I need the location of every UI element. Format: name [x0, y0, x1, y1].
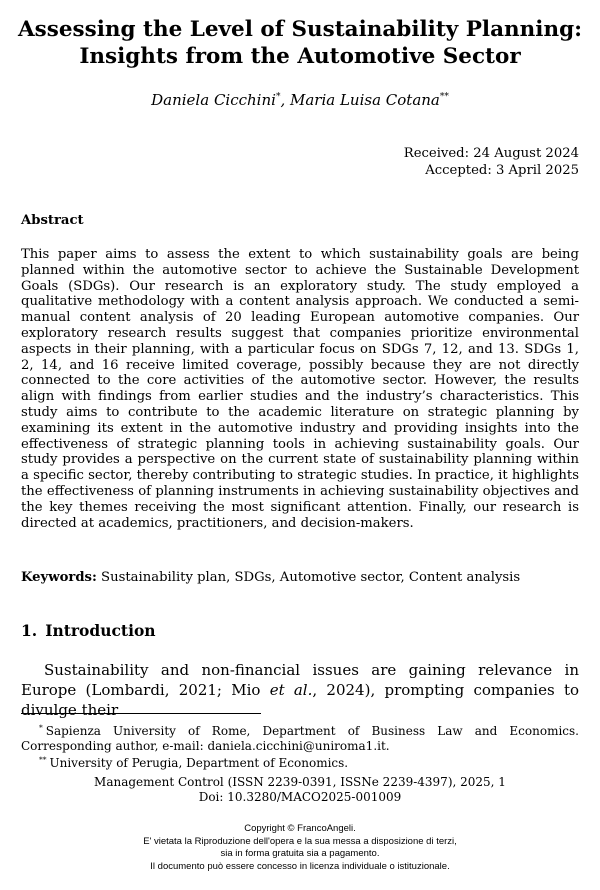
- abstract-text: This paper aims to assess the extent to which sustainability goals are being planned within the automotive sector to achieve the Sustainable Development Goals (SDGs). Our research is an exploratory study. The study employed a qualitative methodology with a content analysis approach. We conducted a semi-manual content analysis of 20 leading European automotive companies. Our exploratory research results suggest that companies prioritize environmental aspects in their planning, with a particular focus on SDGs 7, 12, and 13. SDGs 1, 2, 14, and 16 receive limited coverage, possibly because they are not directly connected to the core activities of the automotive sector. However, the results align with findings from earlier studies and the industry’s characteristics. This study aims to contribute to the academic literature on strategic planning by examining its extent in the automotive industry and providing insights into the effectiveness of strategic planning tools in achieving sustainability goals. Our study provides a perspective on the current state of sustainability planning within a specific sector, thereby contributing to strategic studies. In practice, it highlights the effectiveness of planning instruments in achieving sustainability objectives and the key themes receiving the most significant attention. Finally, our research is directed at academics, practitioners, and decision-makers.: [21, 247, 579, 531]
- paper-title: [0, 16, 600, 70]
- author-separator: ,: [280, 91, 290, 109]
- footnote-1: [21, 720, 579, 754]
- intro-text-part-1: Sustainability and non-financial issues are gaining relevance in Europe (Lombardi, 2021; Mio: [21, 661, 579, 699]
- copyright-notice: [0, 823, 600, 873]
- intro-et-al: et al.: [269, 681, 313, 699]
- journal-info: [0, 775, 600, 805]
- section-heading-introduction: [21, 621, 156, 640]
- footnote-divider: [21, 713, 261, 714]
- author-name-2: Maria Luisa Cotana: [289, 91, 440, 109]
- copyright-line-4: Il documento può essere concesso in licenza individuale o istituzionale.: [150, 860, 450, 872]
- copyright-line-1: Copyright © FrancoAngeli.: [244, 823, 356, 834]
- paper-title-line-2: Insights from the Automotive Sector: [79, 44, 521, 69]
- intro-text-part-2: , 2024), prompting companies to divulge their: [21, 681, 579, 719]
- footnote-1-text: Sapienza University of Rome, Department of Business Law and Economics. Corresponding author, e-mail: daniela.cicchini@uniroma1.it.: [21, 724, 579, 753]
- paper-title-line-1: Assessing the Level of Sustainability Planning:: [17, 17, 583, 42]
- section-title: Introduction: [45, 621, 156, 640]
- accepted-date: Accepted: 3 April 2025: [425, 163, 579, 178]
- footnote-1-mark: *: [39, 723, 43, 732]
- journal-doi: Doi: 10.3280/MACO2025-001009: [198, 790, 402, 804]
- journal-citation: Management Control (ISSN 2239-0391, ISSNe 2239-4397), 2025, 1: [94, 775, 506, 789]
- author-name-1: Daniela Cicchini: [151, 91, 276, 109]
- footnote-2-text: University of Perugia, Department of Economics.: [49, 756, 349, 770]
- author-1-footnote-mark: *: [275, 92, 281, 102]
- footnote-2-mark: **: [39, 755, 47, 764]
- submission-dates: [404, 145, 579, 179]
- introduction-paragraph: [21, 660, 579, 720]
- author-list: [0, 91, 600, 109]
- keywords-label: Keywords:: [21, 570, 97, 585]
- copyright-line-2: E' vietata la Riproduzione dell'opera e la sua messa a disposizione di terzi,: [143, 835, 457, 847]
- copyright-line-3: sia in forma gratuita sia a pagamento.: [220, 848, 380, 859]
- keywords-line: [21, 570, 520, 585]
- received-date: Received: 24 August 2024: [403, 146, 579, 161]
- abstract-heading: Abstract: [21, 213, 84, 228]
- keywords-text: Sustainability plan, SDGs, Automotive sector, Content analysis: [101, 570, 521, 585]
- section-number: 1.: [21, 621, 38, 640]
- author-2-footnote-mark: **: [439, 92, 449, 102]
- footnote-2: [39, 752, 597, 771]
